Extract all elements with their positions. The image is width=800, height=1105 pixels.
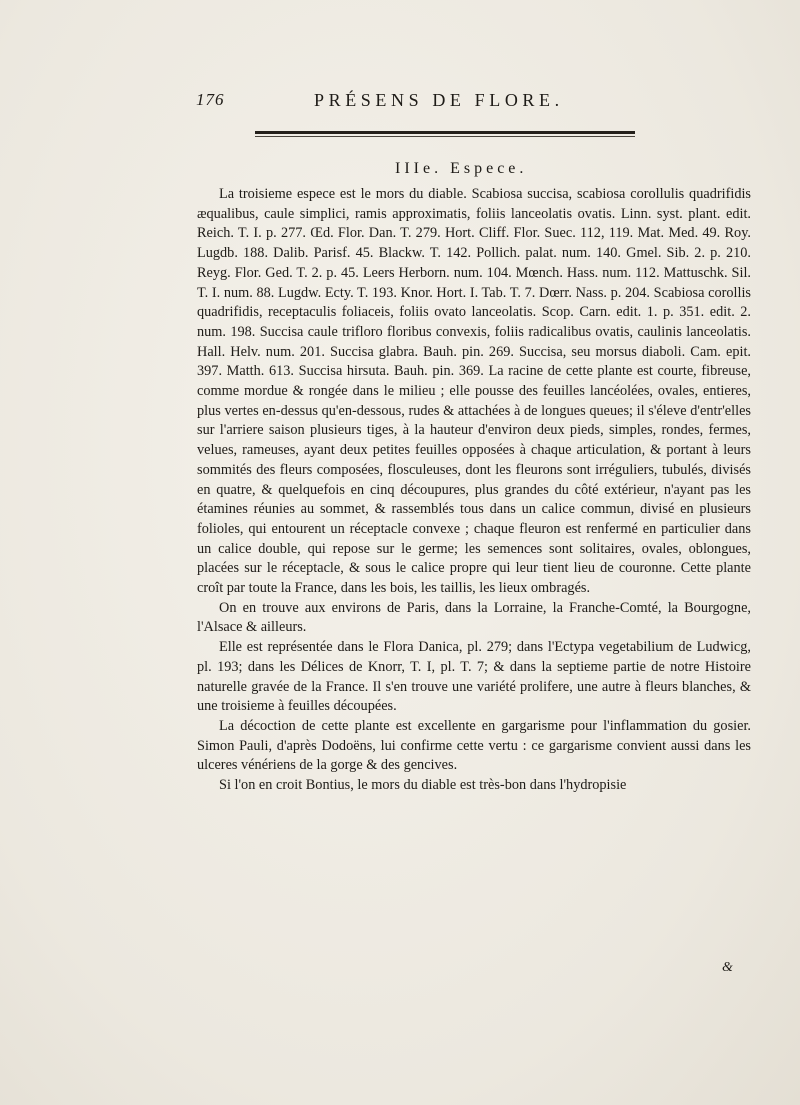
running-title: PRÉSENS DE FLORE.	[314, 90, 564, 110]
section-heading: IIIe. Espece.	[395, 160, 528, 177]
page-number: 176	[196, 90, 225, 109]
paragraph-illustrations: Elle est représentée dans le Flora Danica, pl. 279; dans l'Ectypa vegetabilium de Ludwicg, pl. 193; dans les Délices de Knorr, T. I, pl. T. 7; & dans la septieme partie de notre Histoire naturelle gravée de la France. Il s'en trouve une variété prolifere, une autre à fleurs blanches, & une troisieme à feuilles découpées.	[197, 639, 751, 715]
paragraph-description: La troisieme espece est le mors du diable. Scabiosa succisa, scabiosa corollulis quadrifidis æqualibus, caule simplici, ramis approximatis, foliis lanceolatis ovatis. Linn. syst. plant. edit. Reich. T. I. p. 277. Œd. Flor. Dan. T. 279. Hort. Cliff. Flor. Suec. 112, 119. Mat. Med. 49. Roy. Lugdb. 188. Dalib. Parisf. 45. Blackw. T. 142. Pollich. palat. num. 140. Gmel. Sib. 2. p. 210. Reyg. Flor. Ged. T. 2. p. 45. Leers Herborn. num. 104. Mœnch. Hass. num. 112. Mattuschk. Sil. T. I. num. 88. Lugdw. Ecty. T. 193. Knor. Hort. I. Tab. T. 7. Dœrr. Nass. p. 204. Scabiosa corollis quadrifidis, receptaculis foliaceis, foliis ovato lanceolatis. Scop. Carn. edit. 1. p. 351. edit. 2. num. 198. Succisa caule trifloro floribus convexis, foliis radicalibus ovatis, caulinis lanceolatis. Hall. Helv. num. 201. Succisa glabra. Bauh. pin. 269. Succisa, seu morsus diaboli. Cam. epit. 397. Matth. 613. Succisa hirsuta. Bauh. pin. 369. La racine de cette plante est courte, fibreuse, comme mordue & rongée dans le milieu ; elle pousse des feuilles lancéolées, ovales, entieres, plus vertes en-dessus qu'en-dessous, rudes & attachées à de longues queues; il s'éleve d'entr'elles sur l'arriere saison plusieurs tiges, à la hauteur d'environ deux pieds, simples, rondes, fermes, velues, rameuses, ayant deux petites feuilles opposées à chaque articulation, & portant à leurs sommités des fleurs composées, flosculeuses, dont les fleurons sont irréguliers, tubulés, divisés en quatre, & quelquefois en cinq découpures, plus grandes du côté extérieur, n'ayant pas les étamines réunies au sommet, & rassemblés tous dans un calice commun, divisé en plusieurs folioles, qui entourent un réceptacle convexe ; chaque fleuron est renfermé en particulier dans un calice double, qui repose sur le germe; les semences sont solitaires, ovales, oblongues, placées sur le réceptacle, & sous le calice propre qui leur tient lieu de couronne. Cette plante croît par toute la France, dans les bois, les taillis, les lieux ombragés.	[197, 186, 751, 597]
paragraph-uses: La décoction de cette plante est excellente en gargarisme pour l'inflammation du gosier. Simon Pauli, d'après Dodoëns, lui confirme cette vertu : ce gargarisme convient aussi dans les ulceres vénériens de la gorge & des gencives.	[197, 717, 751, 774]
paragraph-bontius: Si l'on en croit Bontius, le mors du diable est très-bon dans l'hydropisie	[219, 777, 627, 794]
header-rule	[255, 131, 635, 134]
catchword: &	[722, 960, 733, 975]
paragraph-locations: On en trouve aux environs de Paris, dans la Lorraine, la Franche-Comté, la Bourgogne, l'Alsace & ailleurs.	[197, 599, 751, 636]
body-text	[197, 185, 751, 796]
running-head	[196, 90, 636, 114]
